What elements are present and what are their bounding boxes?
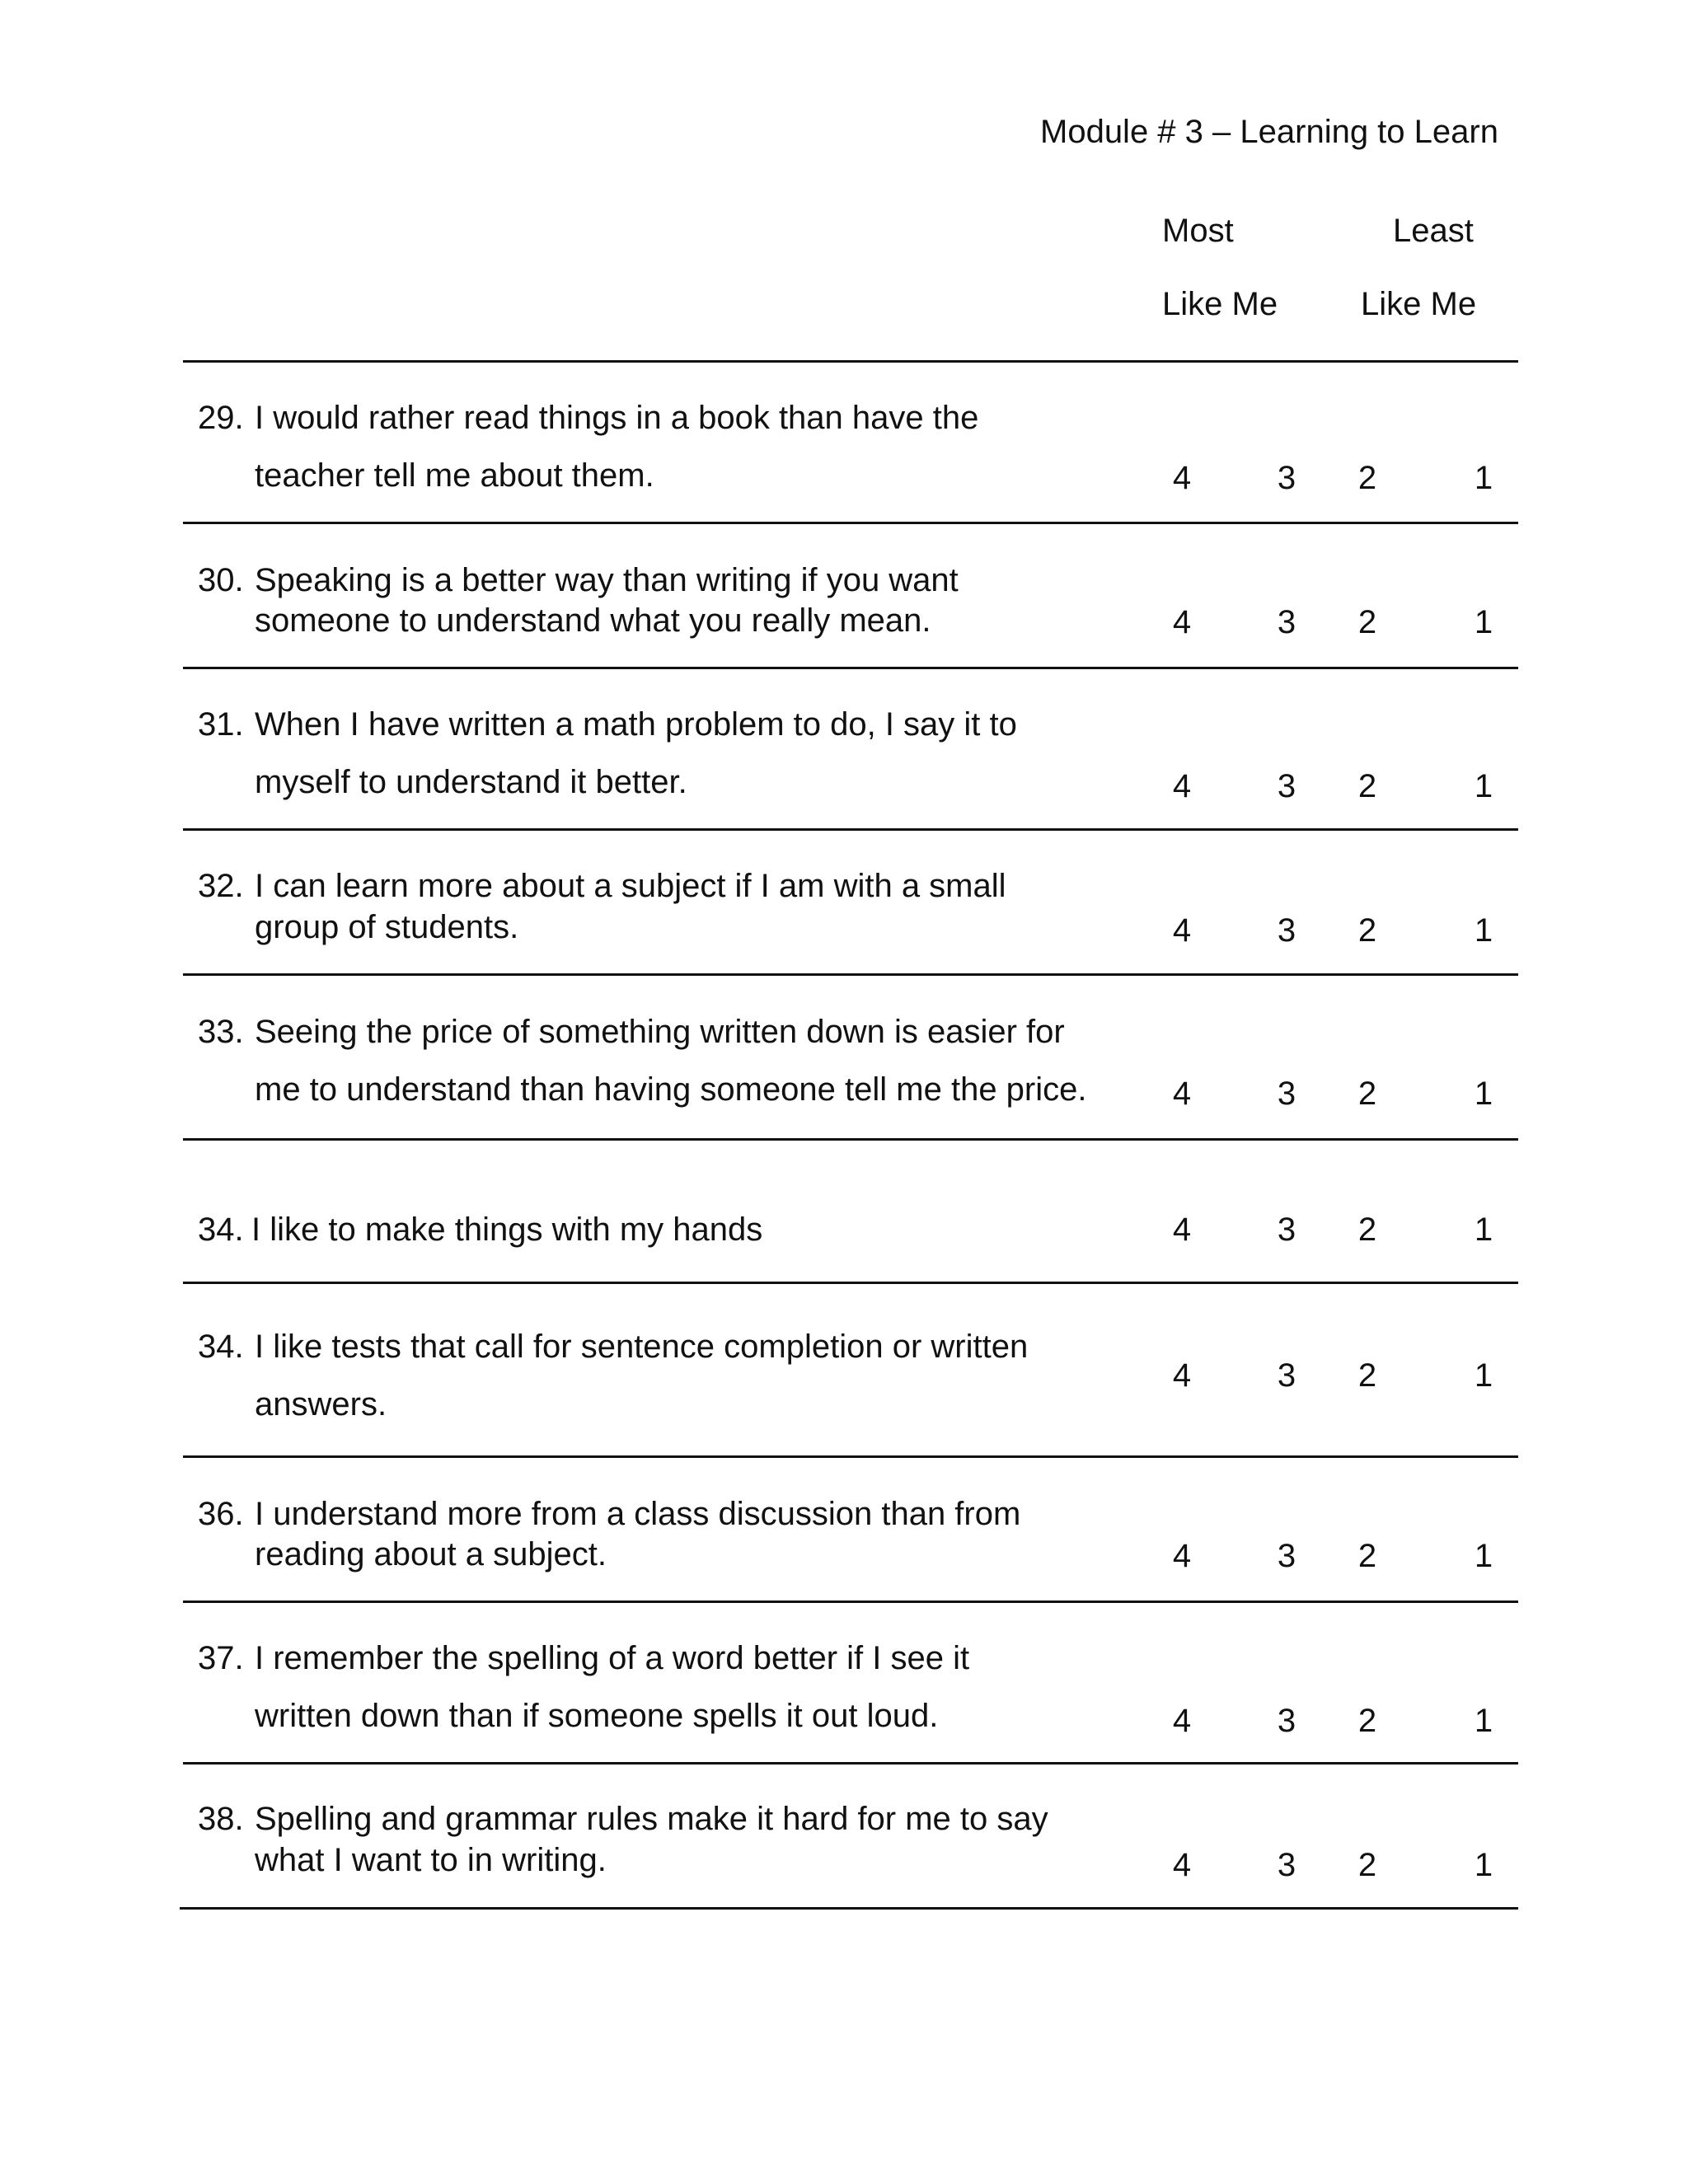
rating-option-1[interactable]: 1 — [1474, 1847, 1493, 1883]
rating-option-2[interactable]: 2 — [1357, 1538, 1377, 1574]
rating-option-2[interactable]: 2 — [1357, 912, 1377, 949]
question-text-line: Speaking is a better way than writing if you want — [255, 562, 959, 598]
divider-rule — [180, 1907, 1518, 1910]
question-text-line: what I want to in writing. — [255, 1842, 607, 1878]
rating-option-1[interactable]: 1 — [1474, 1538, 1493, 1574]
question-text-line: group of students. — [255, 909, 519, 945]
rating-option-3[interactable]: 3 — [1277, 1357, 1296, 1394]
question-text-line: someone to understand what you really mean. — [255, 602, 931, 639]
divider-rule — [183, 973, 1518, 976]
rating-option-4[interactable]: 4 — [1172, 604, 1192, 640]
divider-rule — [183, 828, 1518, 831]
question-number: 29. — [198, 400, 244, 436]
rating-option-2[interactable]: 2 — [1357, 1847, 1377, 1883]
module-title: Module # 3 – Learning to Learn — [1040, 114, 1498, 150]
rating-option-1[interactable]: 1 — [1474, 1357, 1493, 1394]
rating-option-4[interactable]: 4 — [1172, 1357, 1192, 1394]
question-text-line: teacher tell me about them. — [255, 457, 654, 494]
question-text-line: I can learn more about a subject if I am with a small — [255, 868, 1006, 904]
question-text-line: I like to make things with my hands — [251, 1212, 763, 1248]
question-text-line: answers. — [255, 1386, 387, 1422]
rating-option-1[interactable]: 1 — [1474, 768, 1493, 804]
rating-option-2[interactable]: 2 — [1357, 1076, 1377, 1112]
rating-option-4[interactable]: 4 — [1172, 460, 1192, 496]
rating-option-4[interactable]: 4 — [1172, 1703, 1192, 1739]
divider-rule — [183, 667, 1518, 669]
rating-option-1[interactable]: 1 — [1474, 1703, 1493, 1739]
rating-option-3[interactable]: 3 — [1277, 1076, 1296, 1112]
question-number: 37. — [198, 1640, 244, 1676]
question-number: 33. — [198, 1014, 244, 1050]
rating-option-4[interactable]: 4 — [1172, 1076, 1192, 1112]
rating-option-3[interactable]: 3 — [1277, 1703, 1296, 1739]
scale-most-like-me-label: Like Me — [1162, 286, 1278, 322]
question-text-line: written down than if someone spells it out loud. — [255, 1698, 939, 1734]
rating-option-1[interactable]: 1 — [1474, 1076, 1493, 1112]
rating-option-1[interactable]: 1 — [1474, 1212, 1493, 1248]
rating-option-4[interactable]: 4 — [1172, 1538, 1192, 1574]
question-text-line: Spelling and grammar rules make it hard for me to say — [255, 1801, 1048, 1837]
question-number: 32. — [198, 868, 244, 904]
rating-option-1[interactable]: 1 — [1474, 912, 1493, 949]
scale-most-label: Most — [1162, 213, 1234, 249]
question-text-line: When I have written a math problem to do, I say it to — [255, 706, 1017, 743]
question-text-line: I remember the spelling of a word better if I see it — [255, 1640, 970, 1676]
question-number: 31. — [198, 706, 244, 743]
divider-rule — [183, 522, 1518, 524]
rating-option-2[interactable]: 2 — [1357, 1357, 1377, 1394]
rating-option-4[interactable]: 4 — [1172, 1847, 1192, 1883]
rating-option-3[interactable]: 3 — [1277, 1212, 1296, 1248]
divider-rule — [183, 1282, 1518, 1284]
rating-option-4[interactable]: 4 — [1172, 912, 1192, 949]
question-text-line: I would rather read things in a book than have the — [255, 400, 979, 436]
rating-option-3[interactable]: 3 — [1277, 604, 1296, 640]
rating-option-3[interactable]: 3 — [1277, 1847, 1296, 1883]
rating-option-1[interactable]: 1 — [1474, 460, 1493, 496]
scale-least-label: Least — [1393, 213, 1474, 249]
question-number: 36. — [198, 1496, 244, 1532]
rating-option-3[interactable]: 3 — [1277, 912, 1296, 949]
divider-rule — [183, 1138, 1518, 1141]
rating-option-2[interactable]: 2 — [1357, 1212, 1377, 1248]
question-text-line: I understand more from a class discussion than from — [255, 1496, 1021, 1532]
rating-option-3[interactable]: 3 — [1277, 1538, 1296, 1574]
question-text-line: Seeing the price of something written down is easier for — [255, 1014, 1065, 1050]
question-number: 34. — [198, 1212, 244, 1248]
rating-option-2[interactable]: 2 — [1357, 604, 1377, 640]
scale-least-like-me-label: Like Me — [1361, 286, 1477, 322]
rating-option-3[interactable]: 3 — [1277, 460, 1296, 496]
question-number: 30. — [198, 562, 244, 598]
divider-rule — [183, 1601, 1518, 1603]
divider-rule — [183, 1455, 1518, 1458]
divider-rule — [183, 1762, 1518, 1765]
question-text-line: myself to understand it better. — [255, 764, 687, 800]
rating-option-2[interactable]: 2 — [1357, 768, 1377, 804]
question-number: 34. — [198, 1329, 244, 1365]
question-number: 38. — [198, 1801, 244, 1837]
rating-option-4[interactable]: 4 — [1172, 1212, 1192, 1248]
rating-option-2[interactable]: 2 — [1357, 460, 1377, 496]
rating-option-4[interactable]: 4 — [1172, 768, 1192, 804]
question-text-line: me to understand than having someone tell me the price. — [255, 1071, 1087, 1108]
rating-option-3[interactable]: 3 — [1277, 768, 1296, 804]
rating-option-2[interactable]: 2 — [1357, 1703, 1377, 1739]
rating-option-1[interactable]: 1 — [1474, 604, 1493, 640]
question-text-line: reading about a subject. — [255, 1536, 607, 1572]
question-text-line: I like tests that call for sentence completion or written — [255, 1329, 1029, 1365]
divider-rule — [183, 360, 1518, 363]
